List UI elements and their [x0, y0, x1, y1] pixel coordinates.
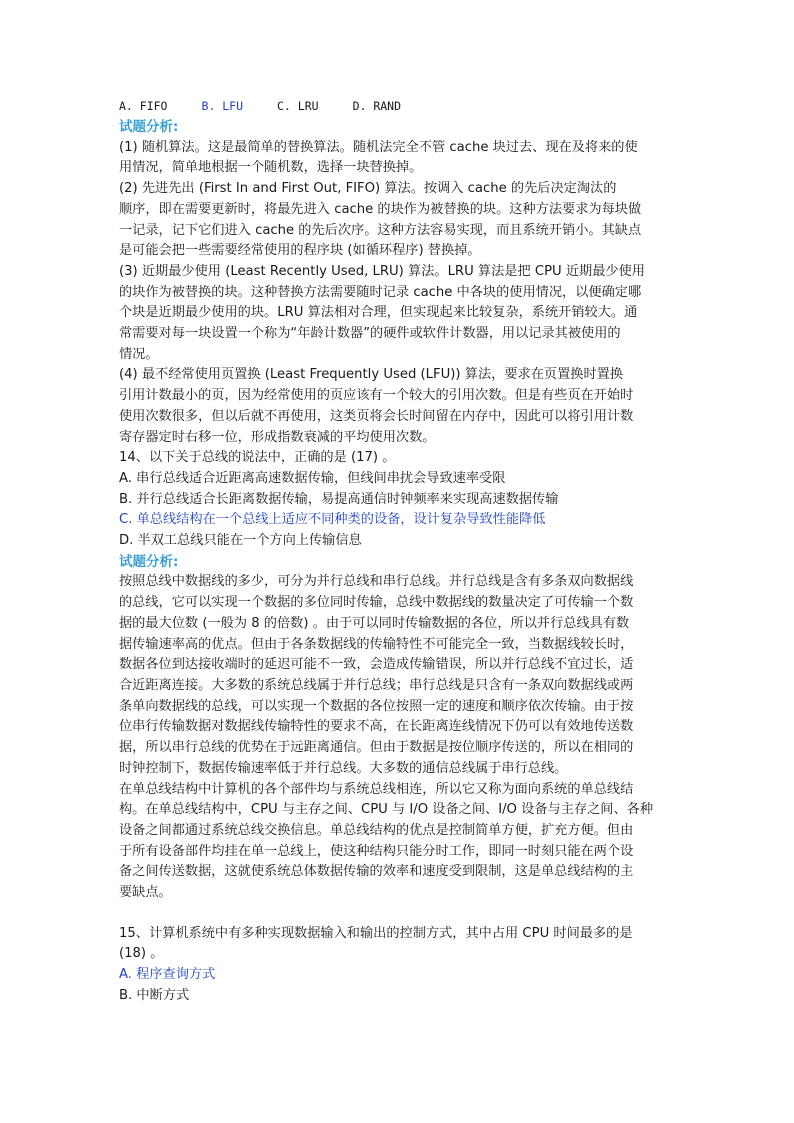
- analysis-line: 据传输速率高的优点。但由于各条数据线的传输特性不可能完全一致，当数据线较长时，: [119, 636, 634, 652]
- analysis-line: 数据各位到达接收端时的延迟可能不一致，会造成传输错误，所以并行总线不宜过长，适: [119, 657, 634, 673]
- analysis-line: 条单向数据线的总线，可以实现一个数据的各位按照一定的速度和顺序依次传输。由于按: [119, 698, 634, 714]
- q14-option-b: B. 并行总线适合长距离数据传输，易提高通信时钟频率来实现高速数据传输: [119, 491, 559, 507]
- q14-analysis-heading: 试题分析:: [119, 553, 179, 570]
- q13-option-a: A. FIFO: [119, 99, 168, 113]
- analysis-line: 时钟控制下，数据传输速率低于并行总线。大多数的通信总线属于串行总线。: [119, 760, 568, 776]
- analysis-line: 于所有设备部件均挂在单一总线上，使这种结构只能分时工作，即同一时刻只能在两个设: [119, 843, 634, 859]
- analysis-line: 寄存器定时右移一位，形成指数衰减的平均使用次数。: [119, 429, 436, 445]
- analysis-line: (1) 随机算法。这是最简单的替换算法。随机法完全不管 cache 块过去、现在及将来的使: [119, 139, 638, 155]
- analysis-line: 按照总线中数据线的多少，可分为并行总线和串行总线。并行总线是含有多条双向数据线: [119, 574, 634, 590]
- analysis-line: 常需要对每一块设置一个称为“年龄计数器”的硬件或软件计数器，用以记录其被使用的: [119, 326, 621, 342]
- q13-analysis: [119, 138, 679, 449]
- analysis-line: 引用计数最小的页，因为经常使用的页应该有一个较大的引用次数。但是有些页在开始时: [119, 388, 634, 404]
- analysis-line: 位串行传输数据对数据线传输特性的要求不高，在长距离连线情况下仍可以有效地传送数: [119, 719, 634, 735]
- analysis-line: 个块是近期最少使用的块。LRU 算法相对合理，但实现起来比较复杂，系统开销较大。通: [119, 305, 638, 321]
- q14-stem: 14、以下关于总线的说法中，正确的是 (17) 。: [119, 450, 396, 466]
- q13-option-b: B. LFU: [201, 99, 244, 113]
- analysis-line: 构。在单总线结构中，CPU 与主存之间、CPU 与 I/O 设备之间、I/O 设备与主存之间、各种: [119, 802, 654, 818]
- analysis-line: 的总线，它可以实现一个数据的多位同时传输，总线中数据线的数量决定了可传输一个数: [119, 595, 634, 611]
- analysis-line: 一记录，记下它们进入 cache 的先后次序。这种方法容易实现，而且系统开销小。其缺点: [119, 222, 642, 238]
- q13-option-d: D. RAND: [352, 99, 402, 113]
- analysis-line: 使用次数很多，但以后就不再使用，这类页将会长时间留在内存中，因此可以将引用计数: [119, 408, 634, 424]
- q14-option-a: A. 串行总线适合近距离高速数据传输，但线间串扰会导致速率受限: [119, 470, 506, 486]
- q14-option-c: C. 单总线结构在一个总线上适应不同种类的设备，设计复杂导致性能降低: [119, 512, 546, 528]
- paragraph-gap: [119, 904, 679, 924]
- q14-option-d: D. 半双工总线只能在一个方向上传输信息: [119, 533, 362, 549]
- q15-stem-line-1: 15、计算机系统中有多种实现数据输入和输出的控制方式，其中占用 CPU 时间最多的是: [119, 925, 633, 941]
- analysis-line: 据的最大位数 (一般为 8 的倍数) 。由于可以同时传输数据的各位，所以并行总线具有数: [119, 615, 630, 631]
- q14-analysis: [119, 572, 679, 903]
- analysis-line: 用情况，简单地根据一个随机数，选择一块替换掉。: [119, 160, 423, 176]
- q15-stem-line-2: (18) 。: [119, 946, 164, 962]
- analysis-line: 备之间传送数据，这就使系统总体数据传输的效率和速度受到限制，这是单总线结构的主: [119, 864, 634, 880]
- q15-option-b: B. 中断方式: [119, 987, 190, 1003]
- analysis-line: (3) 近期最少使用 (Least Recently Used, LRU) 算法。LRU 算法是把 CPU 近期最少使用: [119, 263, 645, 279]
- analysis-line: (2) 先进先出 (First In and First Out, FIFO) 算法。按调入 cache 的先后决定淘汰的: [119, 181, 617, 197]
- document-page: [119, 96, 679, 1007]
- q13-analysis-heading: 试题分析:: [119, 119, 179, 135]
- q13-option-c: C. LRU: [277, 99, 319, 113]
- analysis-line: 情况。: [119, 346, 159, 362]
- analysis-line: 据，所以串行总线的优势在于远距离通信。但由于数据是按位顺序传送的，所以在相同的: [119, 740, 634, 756]
- analysis-line: 的块作为被替换的块。这种替换方法需要随时记录 cache 中各块的使用情况，以便确定哪: [119, 284, 642, 300]
- analysis-line: (4) 最不经常使用页置换 (Least Frequently Used (LFU)) 算法，要求在页置换时置换: [119, 367, 623, 383]
- analysis-line: 顺序，即在需要更新时，将最先进入 cache 的块作为被替换的块。这种方法要求为每块做: [119, 201, 642, 217]
- analysis-line: 是可能会把一些需要经常使用的程序块 (如循环程序) 替换掉。: [119, 243, 481, 259]
- q13-options: [119, 96, 679, 117]
- analysis-line: 要缺点。: [119, 885, 172, 901]
- q15-option-a: A. 程序查询方式: [119, 967, 216, 983]
- analysis-line: 在单总线结构中计算机的各个部件均与系统总线相连，所以它又称为面向系统的单总线结: [119, 781, 634, 797]
- analysis-line: 合近距离连接。大多数的系统总线属于并行总线；串行总线是只含有一条双向数据线或两: [119, 677, 634, 693]
- analysis-line: 设备之间都通过系统总线交换信息。单总线结构的优点是控制简单方便，扩充方便。但由: [119, 822, 634, 838]
